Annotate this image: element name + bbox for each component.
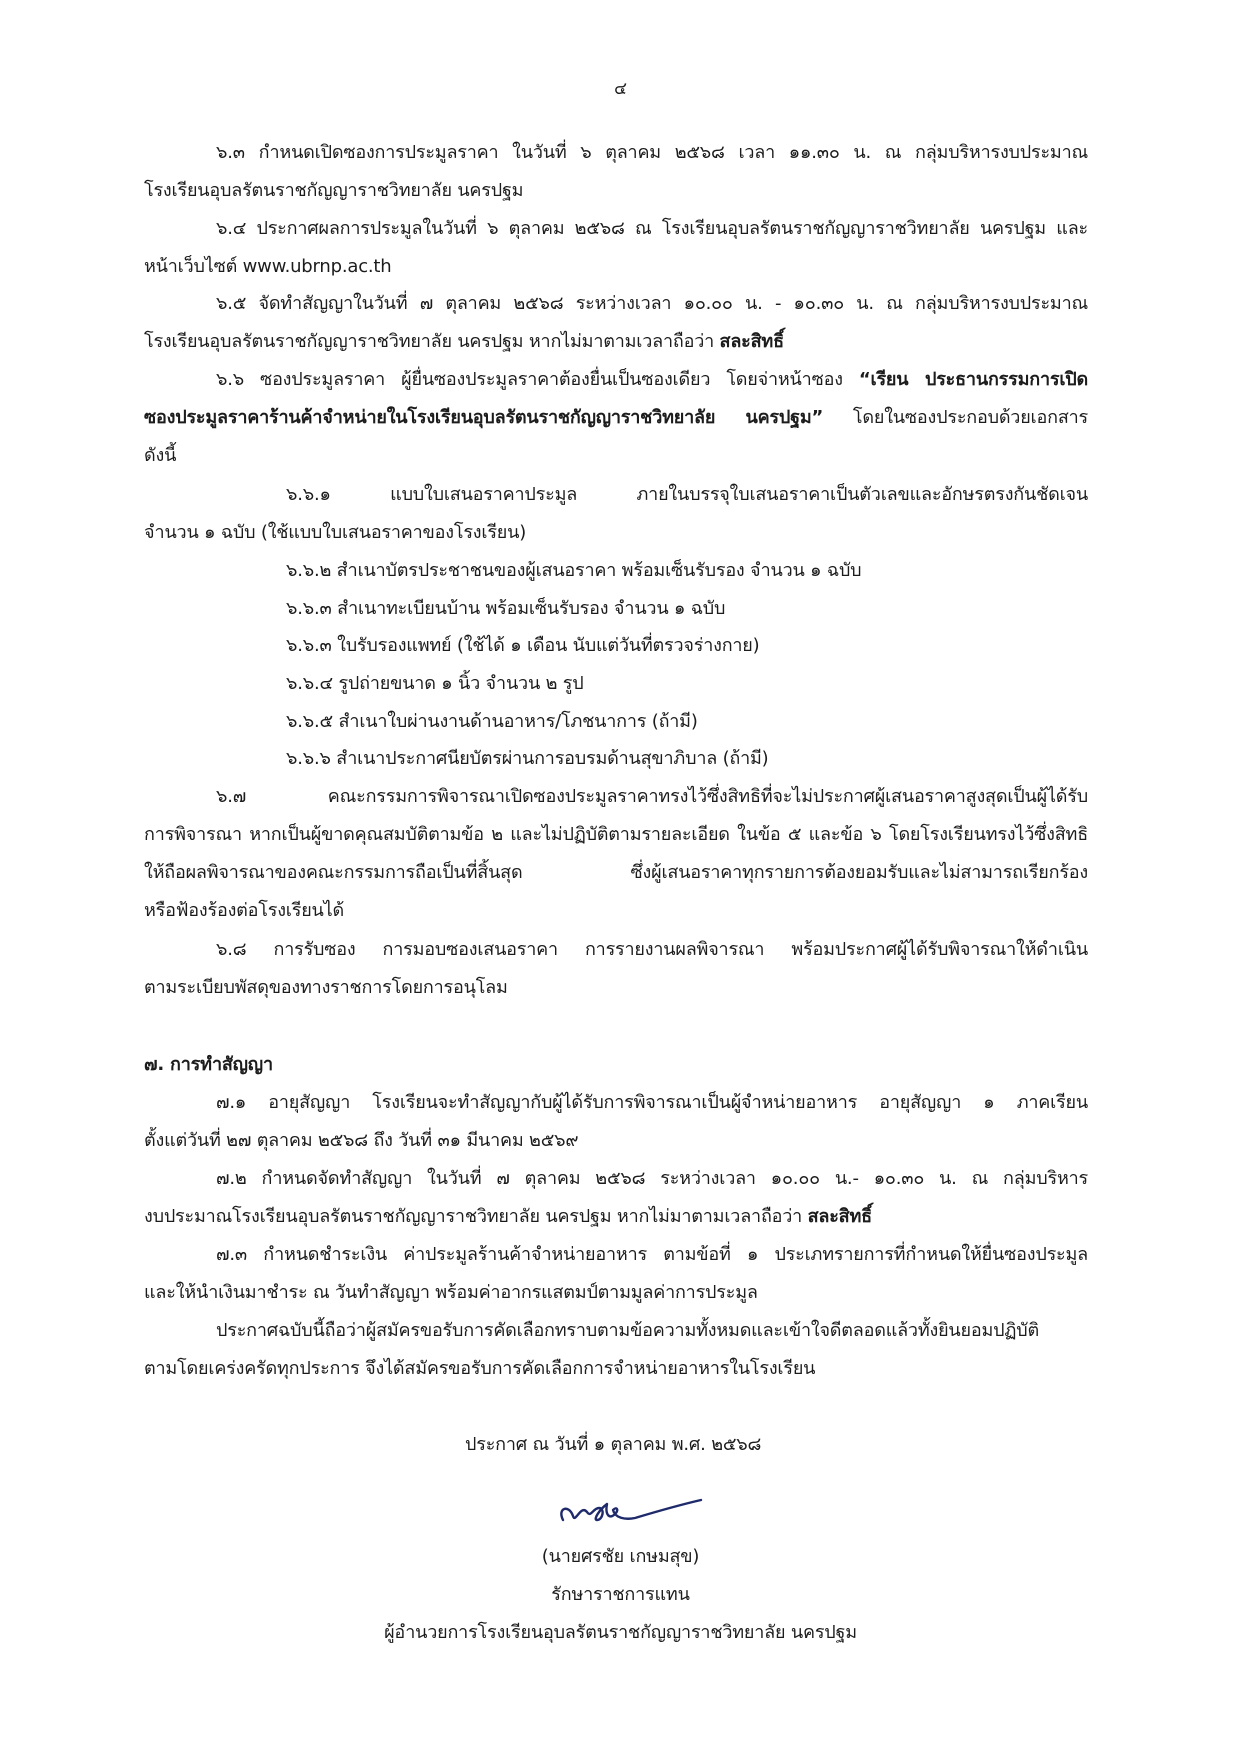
paragraph-7-2-line-2 — [144, 1204, 872, 1230]
envelope-address-bold-cont: ซองประมูลราคาร้านค้าจำหน่ายในโรงเรียนอุบลรัตนราชกัญญาราชวิทยาลัย นครปฐม” — [144, 407, 824, 428]
item-6-6-4: ๖.๖.๔ รูปถ่ายขนาด ๑ นิ้ว จำนวน ๒ รูป — [286, 673, 584, 694]
item-6-6-1-line-2: จำนวน ๑ ฉบับ (ใช้แบบใบเสนอราคาของโรงเรียน) — [144, 522, 527, 543]
item-6-6-3b: ๖.๖.๓ ใบรับรองแพทย์ (ใช้ได้ ๑ เดือน นับแต่วันที่ตรวจร่างกาย) — [286, 635, 760, 656]
website-label: หน้าเว็บไซต์ — [144, 256, 243, 277]
paragraph-6-4-line-2 — [144, 254, 391, 280]
paragraph-6-4-line-1: ๖.๔ ประกาศผลการประมูลในวันที่ ๖ ตุลาคม ๒๕๖๘ ณ โรงเรียนอุบลรัตนราชกัญญาราชวิทยาลัย นครปฐม และ — [216, 218, 1088, 239]
paragraph-7-1-line-1: ๗.๑ อายุสัญญา โรงเรียนจะทำสัญญากับผู้ได้รับการพิจารณาเป็นผู้จำหน่ายอาหาร อายุสัญญา ๑ ภาคเรียน — [216, 1092, 1088, 1113]
section-7-heading: ๗. การทำสัญญา — [144, 1054, 273, 1075]
paragraph-final-line-2: ตามโดยเคร่งครัดทุกประการ จึงได้สมัครขอรับการคัดเลือกการจำหน่ายอาหารในโรงเรียน — [144, 1358, 816, 1379]
website-url: www.ubrnp.ac.th — [242, 256, 392, 277]
signatory-acting: รักษาราชการแทน — [551, 1584, 690, 1605]
item-6-6-1-line-1: ๖.๖.๑ แบบใบเสนอราคาประมูล ภายในบรรจุใบเสนอราคาเป็นตัวเลขและอักษรตรงกันชัดเจน — [286, 484, 1088, 505]
paragraph-6-5-line-1: ๖.๕ จัดทำสัญญาในวันที่ ๗ ตุลาคม ๒๕๖๘ ระหว่างเวลา ๑๐.๐๐ น. - ๑๐.๓๐ น. ณ กลุ่มบริหารงบประมาณ — [216, 293, 1088, 314]
page-number: ๔ — [614, 79, 627, 99]
item-6-6-3: ๖.๖.๓ สำเนาทะเบียนบ้าน พร้อมเซ็นรับรอง จำนวน ๑ ฉบับ — [286, 598, 726, 619]
paragraph-6-7-line-2: การพิจารณา หากเป็นผู้ขาดคุณสมบัติตามข้อ ๒ และไม่ปฏิบัติตามรายละเอียด ในข้อ ๕ และข้อ ๖ โดยโรงเรียนทรงไว้ซึ่งสิทธิ — [144, 824, 1088, 845]
paragraph-6-6-line-1 — [144, 367, 1088, 393]
paragraph-6-6-text-cont: โดยในซองประกอบด้วยเอกสาร — [823, 407, 1088, 428]
paragraph-6-6-line-2 — [144, 405, 1088, 431]
announcement-date: ประกาศ ณ วันที่ ๑ ตุลาคม พ.ศ. ๒๕๖๘ — [465, 1434, 762, 1455]
paragraph-6-6-line-3: ดังนี้ — [144, 445, 177, 466]
paragraph-7-3-line-1: ๗.๓ กำหนดชำระเงิน ค่าประมูลร้านค้าจำหน่ายอาหาร ตามข้อที่ ๑ ประเภทรายการที่กำหนดให้ยื่นซองประมูล — [216, 1244, 1088, 1265]
signatory-name: (นายศรชัย เกษมสุข) — [541, 1546, 700, 1567]
paragraph-final-line-1: ประกาศฉบับนี้ถือว่าผู้สมัครขอรับการคัดเลือกทราบตามข้อความทั้งหมดและเข้าใจดีตลอดแล้วทั้งยินยอมปฏิบัติ — [216, 1320, 1039, 1341]
paragraph-6-7-line-1: ๖.๗ คณะกรรมการพิจารณาเปิดซองประมูลราคาทรงไว้ซึ่งสิทธิที่จะไม่ประกาศผู้เสนอราคาสูงสุดเป็นผู้ได้รับ — [216, 786, 1088, 807]
paragraph-7-2-line-1: ๗.๒ กำหนดจัดทำสัญญา ในวันที่ ๗ ตุลาคม ๒๕๖๘ ระหว่างเวลา ๑๐.๐๐ น.- ๑๐.๓๐ น. ณ กลุ่มบริหาร — [216, 1168, 1088, 1189]
item-6-6-2: ๖.๖.๒ สำเนาบัตรประชาชนของผู้เสนอราคา พร้อมเซ็นรับรอง จำนวน ๑ ฉบับ — [286, 560, 862, 581]
paragraph-6-5-line-2 — [144, 329, 784, 355]
envelope-address-bold: “เรียน ประธานกรรมการเปิด — [858, 369, 1088, 390]
paragraph-7-2-text: งบประมาณโรงเรียนอุบลรัตนราชกัญญาราชวิทยาลัย นครปฐม หากไม่มาตามเวลาถือว่า — [144, 1206, 808, 1227]
paragraph-6-7-line-4: หรือฟ้องร้องต่อโรงเรียนได้ — [144, 900, 344, 921]
forfeit-emphasis-2: สละสิทธิ์ — [807, 1206, 872, 1227]
item-6-6-5: ๖.๖.๕ สำเนาใบผ่านงานด้านอาหาร/โภชนาการ (ถ้ามี) — [286, 711, 698, 732]
item-6-6-6: ๖.๖.๖ สำเนาประกาศนียบัตรผ่านการอบรมด้านสุขาภิบาล (ถ้ามี) — [286, 748, 769, 769]
signature-mark-icon — [555, 1490, 705, 1540]
paragraph-6-3-line-1: ๖.๓ กำหนดเปิดซองการประมูลราคา ในวันที่ ๖ ตุลาคม ๒๕๖๘ เวลา ๑๑.๓๐ น. ณ กลุ่มบริหารงบประมาณ — [216, 142, 1088, 163]
paragraph-6-8-line-2: ตามระเบียบพัสดุของทางราชการโดยการอนุโลม — [144, 977, 508, 998]
paragraph-6-8-line-1: ๖.๘ การรับซอง การมอบซองเสนอราคา การรายงานผลพิจารณา พร้อมประกาศผู้ได้รับพิจารณาให้ดำเนิน — [216, 939, 1088, 960]
paragraph-6-7-line-3: ให้ถือผลพิจารณาของคณะกรรมการถือเป็นที่สิ้นสุด ซึ่งผู้เสนอราคาทุกรายการต้องยอมรับและไม่สามารถเรียกร้อง — [144, 862, 1088, 883]
paragraph-7-3-line-2: และให้นำเงินมาชำระ ณ วันทำสัญญา พร้อมค่าอากรแสตมป์ตามมูลค่าการประมูล — [144, 1282, 758, 1303]
paragraph-6-3-line-2: โรงเรียนอุบลรัตนราชกัญญาราชวิทยาลัย นครปฐม — [144, 180, 524, 201]
paragraph-6-6-text: ๖.๖ ซองประมูลราคา ผู้ยื่นซองประมูลราคาต้องยื่นเป็นซองเดียว โดยจ่าหน้าซอง — [216, 369, 859, 390]
paragraph-6-5-text: โรงเรียนอุบลรัตนราชกัญญาราชวิทยาลัย นครปฐม หากไม่มาตามเวลาถือว่า — [144, 331, 720, 352]
paragraph-7-1-line-2: ตั้งแต่วันที่ ๒๗ ตุลาคม ๒๕๖๘ ถึง วันที่ ๓๑ มีนาคม ๒๕๖๙ — [144, 1130, 579, 1151]
forfeit-emphasis: สละสิทธิ์ — [719, 331, 784, 352]
signatory-title: ผู้อำนวยการโรงเรียนอุบลรัตนราชกัญญาราชวิทยาลัย นครปฐม — [384, 1622, 857, 1643]
